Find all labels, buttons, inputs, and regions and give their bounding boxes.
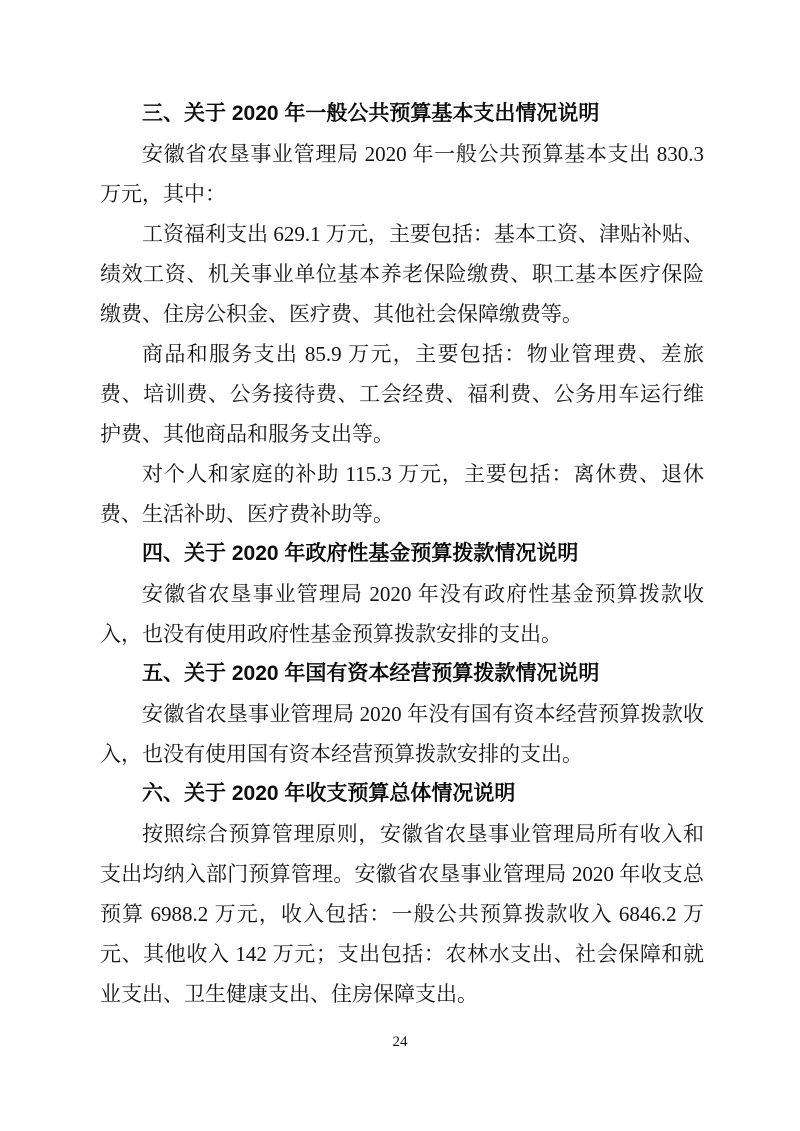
paragraph: 安徽省农垦事业管理局 2020 年没有国有资本经营预算拨款收入，也没有使用国有资本经营预算拨款安排的支出。 [100, 702, 704, 766]
section-heading-6: 六、关于 2020 年收支预算总体情况说明 [142, 782, 516, 805]
paragraph: 对个人和家庭的补助 115.3 万元，主要包括：离休费、退休费、生活补助、医疗费补助等。 [100, 462, 704, 526]
paragraph: 商品和服务支出 85.9 万元，主要包括：物业管理费、差旅费、培训费、公务接待费、工会经费、福利费、公务用车运行维护费、其他商品和服务支出等。 [100, 342, 704, 446]
paragraph: 工资福利支出 629.1 万元，主要包括：基本工资、津贴补贴、绩效工资、机关事业单位基本养老保险缴费、职工基本医疗保险缴费、住房公积金、医疗费、其他社会保障缴费等。 [100, 222, 704, 326]
page-number: 24 [392, 1034, 408, 1050]
paragraph: 安徽省农垦事业管理局 2020 年没有政府性基金预算拨款收入，也没有使用政府性基金预算拨款安排的支出。 [100, 582, 704, 646]
document-body [100, 94, 704, 1014]
section-heading-4: 四、关于 2020 年政府性基金预算拨款情况说明 [142, 542, 579, 565]
paragraph: 安徽省农垦事业管理局 2020 年一般公共预算基本支出 830.3 万元，其中： [100, 142, 704, 206]
paragraph: 按照综合预算管理原则，安徽省农垦事业管理局所有收入和支出均纳入部门预算管理。安徽省农垦事业管理局 2020 年收支总预算 6988.2 万元，收入包括：一般公共预算拨款收入 6846.2 万元、其他收入 142 万元；支出包括：农林水支出、社会保障和就业支出、卫生健康支出、住房保障支出。 [100, 822, 704, 1006]
section-heading-5: 五、关于 2020 年国有资本经营预算拨款情况说明 [142, 662, 600, 685]
section-heading-3: 三、关于 2020 年一般公共预算基本支出情况说明 [142, 102, 600, 125]
